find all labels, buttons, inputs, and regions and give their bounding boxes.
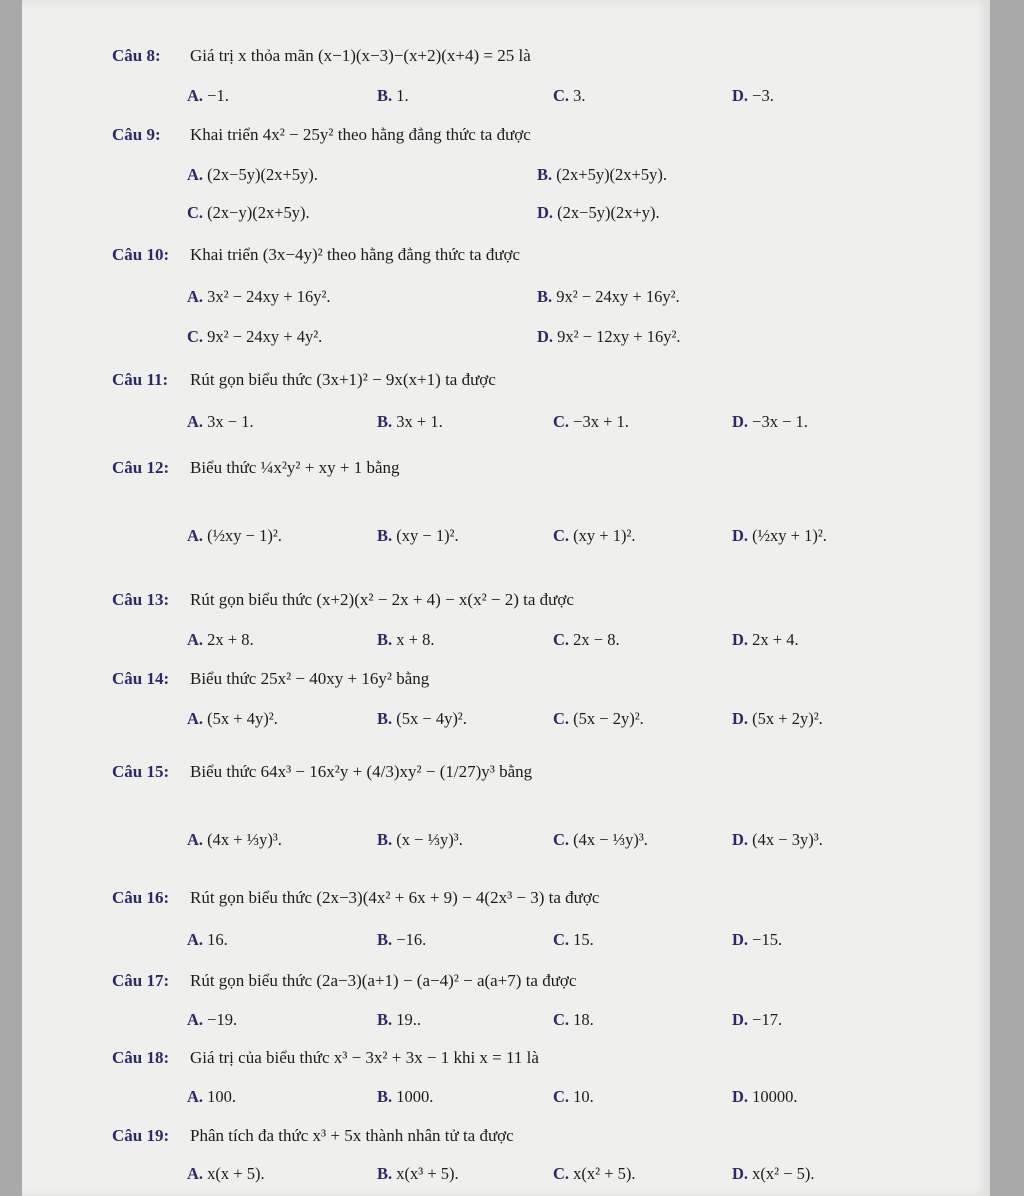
- question-18: [112, 1048, 539, 1068]
- question-stem: Biểu thức 64x³ − 16x²y + (4/3)xy² − (1/27)y³ bằng: [190, 762, 533, 781]
- option-c: C. (5x − 2y)².: [553, 709, 644, 728]
- option-b: B. (2x+5y)(2x+5y).: [537, 165, 667, 184]
- option-a: A. −19.: [187, 1010, 238, 1029]
- question-stem: Rút gọn biểu thức (2a−3)(a+1) − (a−4)² − a(a+7) ta được: [190, 971, 577, 990]
- question-stem: Giá trị của biểu thức x³ − 3x² + 3x − 1 khi x = 11 là: [190, 1048, 539, 1067]
- option-d: D. (½xy + 1)².: [732, 526, 827, 545]
- question-label: Câu 16:: [112, 888, 170, 907]
- option-b: B. −16.: [377, 930, 427, 949]
- option-c: C. 2x − 8.: [553, 630, 620, 649]
- question-stem: Rút gọn biểu thức (x+2)(x² − 2x + 4) − x(x² − 2) ta được: [190, 590, 574, 609]
- option-a: A. (2x−5y)(2x+5y).: [187, 165, 318, 184]
- option-c: C. −3x + 1.: [553, 412, 629, 431]
- option-b: B. (x − ⅓y)³.: [377, 830, 463, 849]
- question-label: Câu 13:: [112, 590, 170, 609]
- question-17: [112, 971, 576, 991]
- question-label: Câu 12:: [112, 458, 170, 477]
- option-c: C. 9x² − 24xy + 4y².: [187, 327, 323, 346]
- question-label: Câu 9:: [112, 125, 161, 144]
- option-a: A. (5x + 4y)².: [187, 709, 278, 728]
- option-a: A. (½xy − 1)².: [187, 526, 282, 545]
- option-b: B. 1000.: [377, 1087, 434, 1106]
- question-stem: Biểu thức 25x² − 40xy + 16y² bằng: [190, 669, 430, 688]
- question-15: [112, 762, 532, 782]
- option-d: D. (4x − 3y)³.: [732, 830, 823, 849]
- option-c: C. 3.: [553, 86, 586, 105]
- option-b: B. 9x² − 24xy + 16y².: [537, 287, 680, 306]
- option-d: D. (2x−5y)(2x+y).: [537, 203, 660, 222]
- option-c: C. (4x − ⅓y)³.: [553, 830, 648, 849]
- question-16: [112, 888, 599, 908]
- question-14: [112, 669, 429, 689]
- option-a: A. (4x + ⅓y)³.: [187, 830, 282, 849]
- option-b: B. 19..: [377, 1010, 422, 1029]
- question-stem: Rút gọn biểu thức (3x+1)² − 9x(x+1) ta được: [190, 370, 496, 389]
- option-a: A. 3x² − 24xy + 16y².: [187, 287, 331, 306]
- option-a: A. 100.: [187, 1087, 237, 1106]
- option-d: D. −3x − 1.: [732, 412, 808, 431]
- option-c: C. 10.: [553, 1087, 594, 1106]
- question-stem: Khai triển 4x² − 25y² theo hằng đẳng thức ta được: [190, 125, 531, 144]
- option-d: D. 10000.: [732, 1087, 798, 1106]
- question-stem: Biểu thức ¼x²y² + xy + 1 bằng: [190, 458, 400, 477]
- option-c: C. 18.: [553, 1010, 594, 1029]
- question-stem: Rút gọn biểu thức (2x−3)(4x² + 6x + 9) − 4(2x³ − 3) ta được: [190, 888, 600, 907]
- question-8: [112, 46, 531, 66]
- option-a: A. 2x + 8.: [187, 630, 254, 649]
- option-d: D. −15.: [732, 930, 783, 949]
- worksheet-page: [22, 0, 990, 1196]
- question-label: Câu 11:: [112, 370, 169, 389]
- question-label: Câu 15:: [112, 762, 170, 781]
- option-c: C. x(x² + 5).: [553, 1164, 636, 1183]
- question-13: [112, 590, 574, 610]
- question-label: Câu 8:: [112, 46, 161, 65]
- option-c: C. (xy + 1)².: [553, 526, 636, 545]
- option-c: C. (2x−y)(2x+5y).: [187, 203, 310, 222]
- option-c: C. 15.: [553, 930, 594, 949]
- question-stem: Giá trị x thỏa mãn (x−1)(x−3)−(x+2)(x+4) = 25 là: [190, 46, 531, 65]
- option-b: B. x + 8.: [377, 630, 435, 649]
- option-d: D. −17.: [732, 1010, 783, 1029]
- question-label: Câu 17:: [112, 971, 170, 990]
- question-10: [112, 245, 520, 265]
- option-d: D. x(x² − 5).: [732, 1164, 815, 1183]
- option-b: B. 3x + 1.: [377, 412, 443, 431]
- question-label: Câu 19:: [112, 1126, 170, 1145]
- option-a: A. 16.: [187, 930, 228, 949]
- question-11: [112, 370, 496, 390]
- question-12: [112, 458, 400, 478]
- option-a: A. 3x − 1.: [187, 412, 254, 431]
- question-stem: Khai triển (3x−4y)² theo hằng đẳng thức ta được: [190, 245, 521, 264]
- option-b: B. (5x − 4y)².: [377, 709, 467, 728]
- option-b: B. (xy − 1)².: [377, 526, 459, 545]
- question-label: Câu 10:: [112, 245, 170, 264]
- option-b: B. 1.: [377, 86, 409, 105]
- question-9: [112, 125, 531, 145]
- option-d: D. 9x² − 12xy + 16y².: [537, 327, 681, 346]
- question-label: Câu 14:: [112, 669, 170, 688]
- option-a: A. x(x + 5).: [187, 1164, 265, 1183]
- option-a: A. −1.: [187, 86, 229, 105]
- question-19: [112, 1126, 514, 1146]
- question-stem: Phân tích đa thức x³ + 5x thành nhân tử ta được: [190, 1126, 514, 1145]
- option-b: B. x(x³ + 5).: [377, 1164, 459, 1183]
- option-d: D. 2x + 4.: [732, 630, 799, 649]
- question-label: Câu 18:: [112, 1048, 170, 1067]
- option-d: D. −3.: [732, 86, 774, 105]
- option-d: D. (5x + 2y)².: [732, 709, 823, 728]
